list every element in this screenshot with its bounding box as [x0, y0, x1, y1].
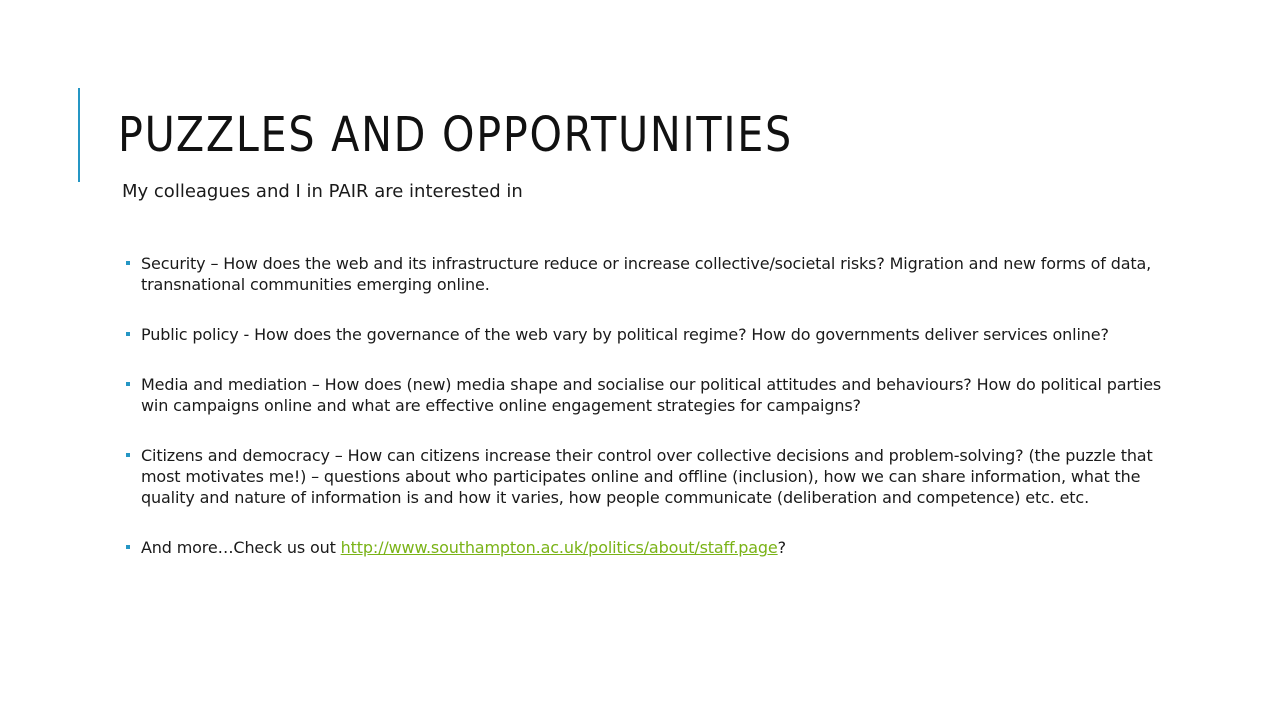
bullet-list	[122, 253, 1182, 587]
bullet-security	[122, 253, 1182, 295]
staff-page-link[interactable]: http://www.southampton.ac.uk/politics/about/staff.page	[340, 538, 778, 557]
bullet-square-icon	[126, 453, 130, 457]
bullet-text: Citizens and democracy – How can citizens increase their control over collective decisions and problem-solving? (the puzzle that most motivates me!) – questions about who participates online and offline (inclusion), how we can share information, what the quality and nature of information is and how it varies, how people communicate (deliberation and competence) etc. etc.	[141, 446, 1153, 507]
slide-title: PUZZLES AND OPPORTUNITIES	[118, 107, 793, 163]
bullet-citizens	[122, 445, 1182, 508]
bullet-more	[122, 537, 1182, 558]
bullet-square-icon	[126, 261, 130, 265]
bullet-public-policy	[122, 324, 1182, 345]
bullet-text: Security – How does the web and its infrastructure reduce or increase collective/societal risks? Migration and new forms of data, transnational communities emerging online.	[141, 254, 1152, 294]
bullet-square-icon	[126, 382, 130, 386]
bullet-square-icon	[126, 332, 130, 336]
title-accent-bar	[78, 88, 80, 182]
bullet-text: Public policy - How does the governance of the web vary by political regime? How do governments deliver services online?	[141, 325, 1109, 344]
bullet-square-icon	[126, 545, 130, 549]
bullet-text-before: And more…Check us out	[141, 538, 341, 557]
bullet-text-after: ?	[777, 538, 786, 557]
slide-intro: My colleagues and I in PAIR are interested in	[122, 181, 523, 202]
bullet-text: Media and mediation – How does (new) media shape and socialise our political attitudes and behaviours? How do political parties win campaigns online and what are effective online engagement strategies for campaigns?	[141, 375, 1162, 415]
bullet-media	[122, 374, 1182, 416]
